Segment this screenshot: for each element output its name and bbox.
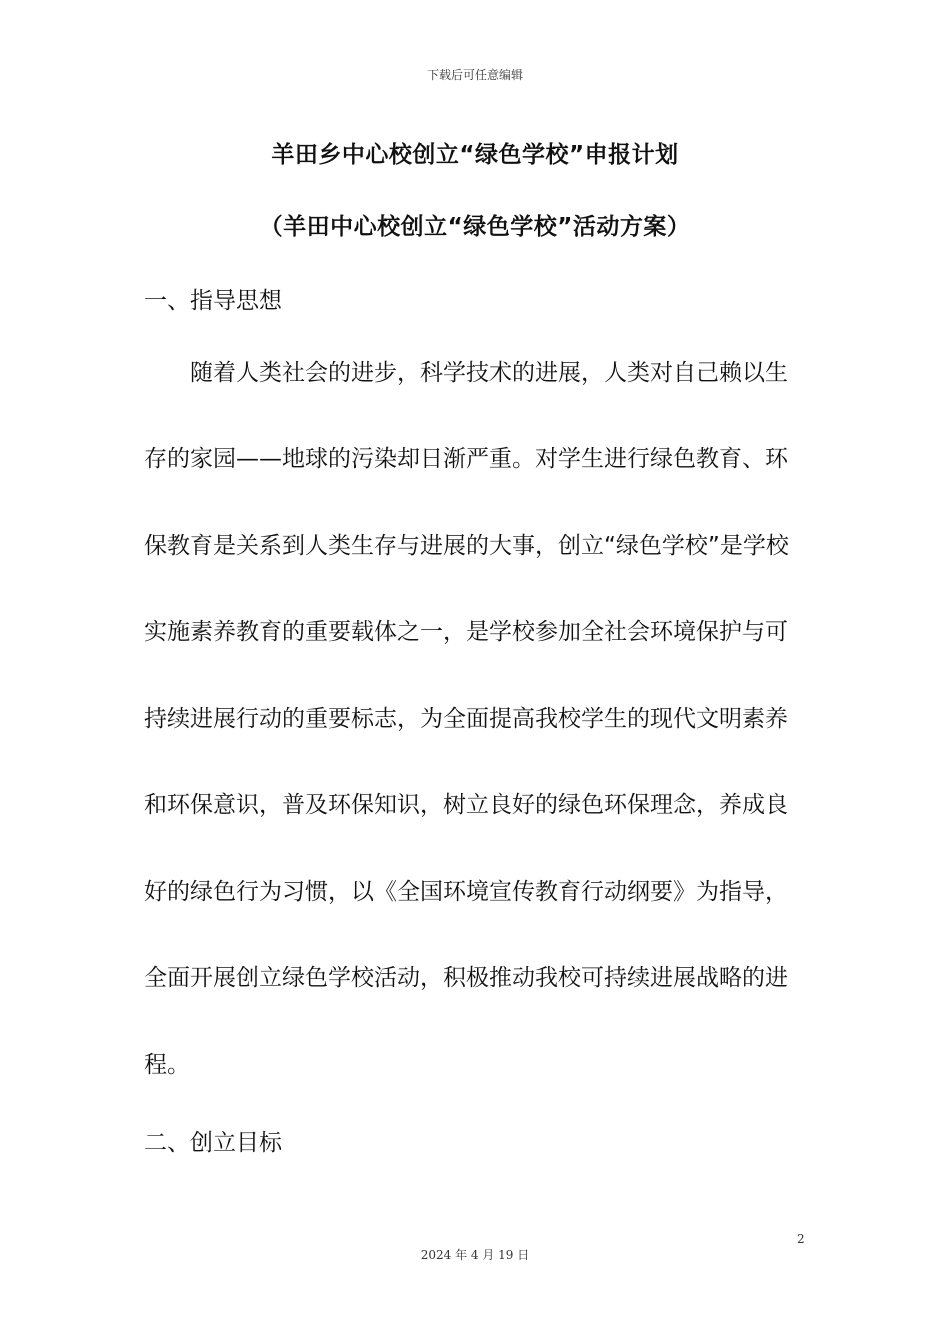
footer-date: 2024 年 4 月 19 日 (420, 1248, 530, 1262)
page-number: 2 (797, 1232, 805, 1246)
document-subtitle: （羊田中心校创立“绿色学校”活动方案） (259, 214, 691, 240)
header-note: 下载后可任意编辑 (426, 68, 523, 82)
paragraph-line: 好的绿色行为习惯，以《全国环境宣传教育行动纲要》为指导， (144, 879, 788, 905)
document-title: 羊田乡中心校创立“绿色学校”申报计划 (271, 142, 679, 168)
paragraph-line: 持续进展行动的重要标志，为全面提高我校学生的现代文明素养 (144, 706, 788, 732)
paragraph-line: 全面开展创立绿色学校活动，积极推动我校可持续进展战略的进 (144, 965, 788, 991)
section-heading-goals: 二、创立目标 (144, 1130, 282, 1156)
paragraph-line: 随着人类社会的进步，科学技术的进展，人类对自己赖以生 (144, 360, 788, 386)
paragraph-line: 程。 (144, 1052, 190, 1078)
paragraph-line: 和环保意识，普及环保知识，树立良好的绿色环保理念，养成良 (144, 792, 788, 818)
paragraph-line: 存的家园——地球的污染却日渐严重。对学生进行绿色教育、环 (144, 446, 788, 472)
paragraph-line: 保教育是关系到人类生存与进展的大事，创立“绿色学校”是学校 (144, 533, 789, 559)
section-heading-guiding-ideology: 一、指导思想 (144, 288, 282, 314)
paragraph-line: 实施素养教育的重要载体之一，是学校参加全社会环境保护与可 (144, 619, 788, 645)
